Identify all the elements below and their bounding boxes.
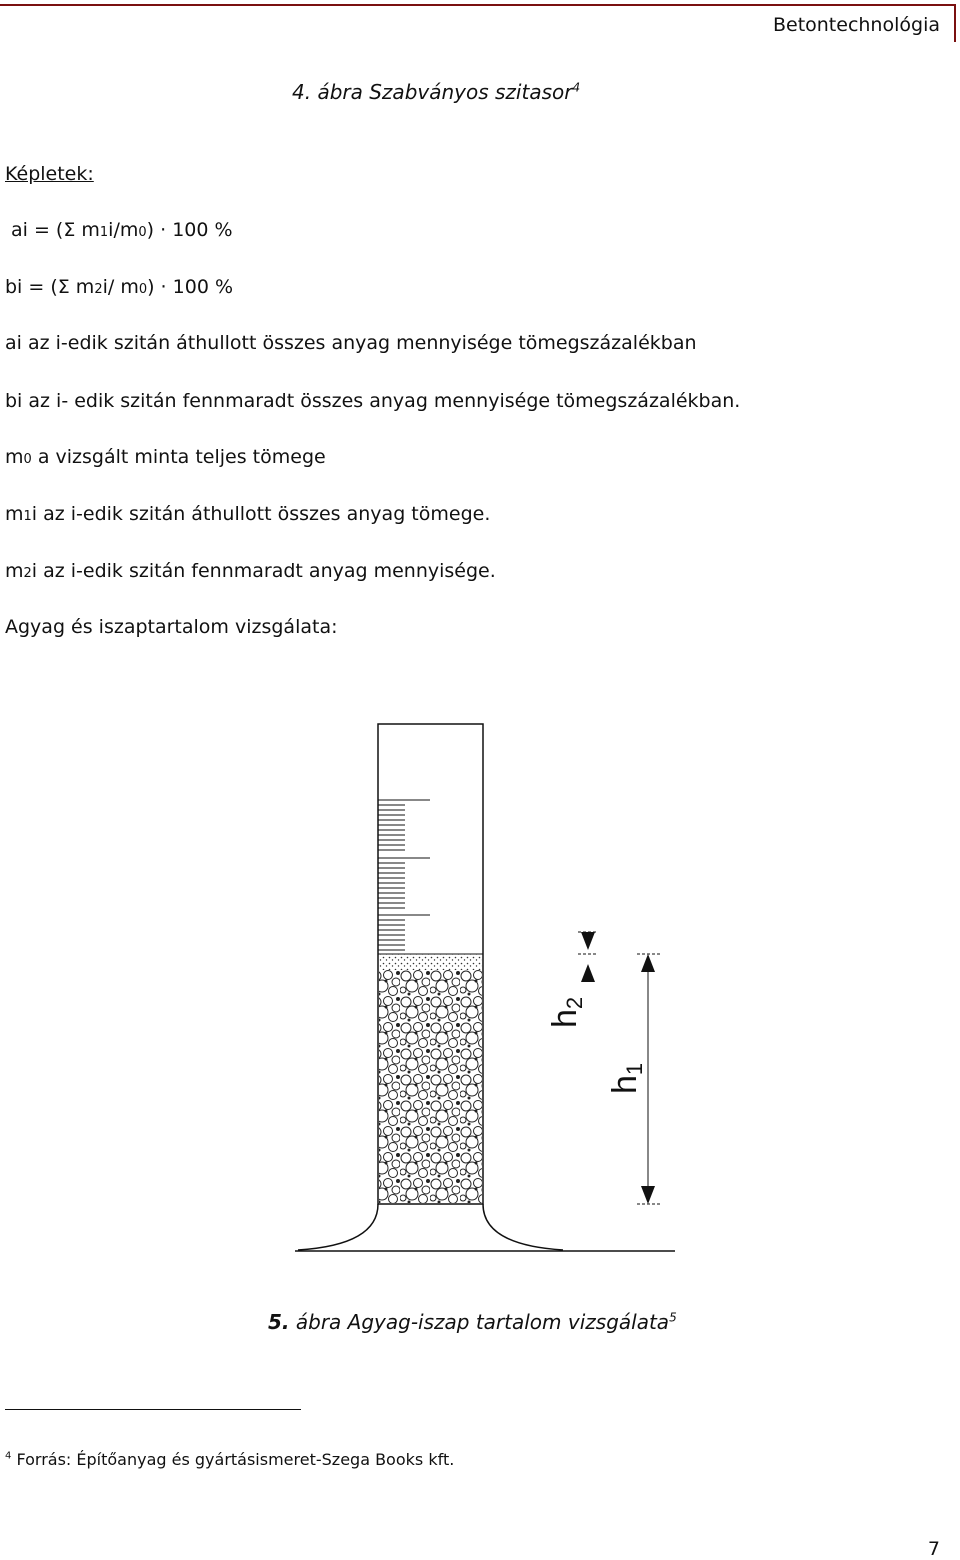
- definition-m0: m0 a vizsgált minta teljes tömege: [5, 446, 326, 468]
- figure-4-footnote-ref: 4: [572, 80, 581, 95]
- h1-arrow-down: [641, 1186, 655, 1204]
- formula-b: bi = (Σ m2i/ m0) · 100 %: [5, 276, 233, 298]
- h2-arrow-up: [581, 964, 595, 982]
- definition-bi: bi az i- edik szitán fennmaradt összes anyag mennyisége tömegszázalékban.: [5, 390, 741, 412]
- formulas-heading: Képletek:: [5, 163, 94, 185]
- cylinder-base-right: [483, 1204, 563, 1250]
- h1-arrow-up: [641, 954, 655, 972]
- figure-4-caption-text: ábra Szabványos szitasor: [317, 80, 573, 104]
- definition-ai: ai az i-edik szitán áthullott összes anyag mennyisége tömegszázalékban: [5, 332, 697, 354]
- definition-m2i: m2i az i-edik szitán fennmaradt anyag mennyisége.: [5, 560, 496, 582]
- formula-a: ai = (Σ m1i/m0) · 100 %: [11, 219, 233, 241]
- h2-label: h2: [546, 996, 587, 1028]
- page-number: 7: [927, 1538, 940, 1560]
- footnote-separator: [5, 1409, 301, 1410]
- footnote-text: Forrás: Építőanyag és gyártásismeret-Szega Books kft.: [16, 1450, 455, 1469]
- figure-4-caption: [292, 80, 580, 104]
- definition-m1i: m1i az i-edik szitán áthullott összes anyag tömege.: [5, 503, 491, 525]
- h1-label: h1: [606, 1062, 647, 1094]
- cylinder-diagram: [280, 710, 680, 1270]
- header-rule: [0, 4, 956, 6]
- h2-arrow-down: [581, 932, 595, 950]
- silt-layer: [379, 954, 482, 970]
- section-heading: Agyag és iszaptartalom vizsgálata:: [5, 616, 338, 638]
- figure-5-footnote-ref: 5: [669, 1310, 677, 1325]
- footnote: [5, 1450, 454, 1469]
- header-rule-right: [954, 4, 956, 42]
- sediment-layer: [379, 970, 482, 1203]
- figure-5-caption-text: ábra Agyag-iszap tartalom vizsgálata: [295, 1310, 670, 1334]
- figure-4-number: 4.: [292, 80, 312, 104]
- figure-5-number: 5.: [268, 1310, 290, 1334]
- cylinder-base-left: [298, 1204, 378, 1250]
- header-title: Betontechnológia: [772, 14, 940, 36]
- footnote-marker: 4: [5, 1450, 12, 1462]
- figure-5-caption: [268, 1310, 677, 1334]
